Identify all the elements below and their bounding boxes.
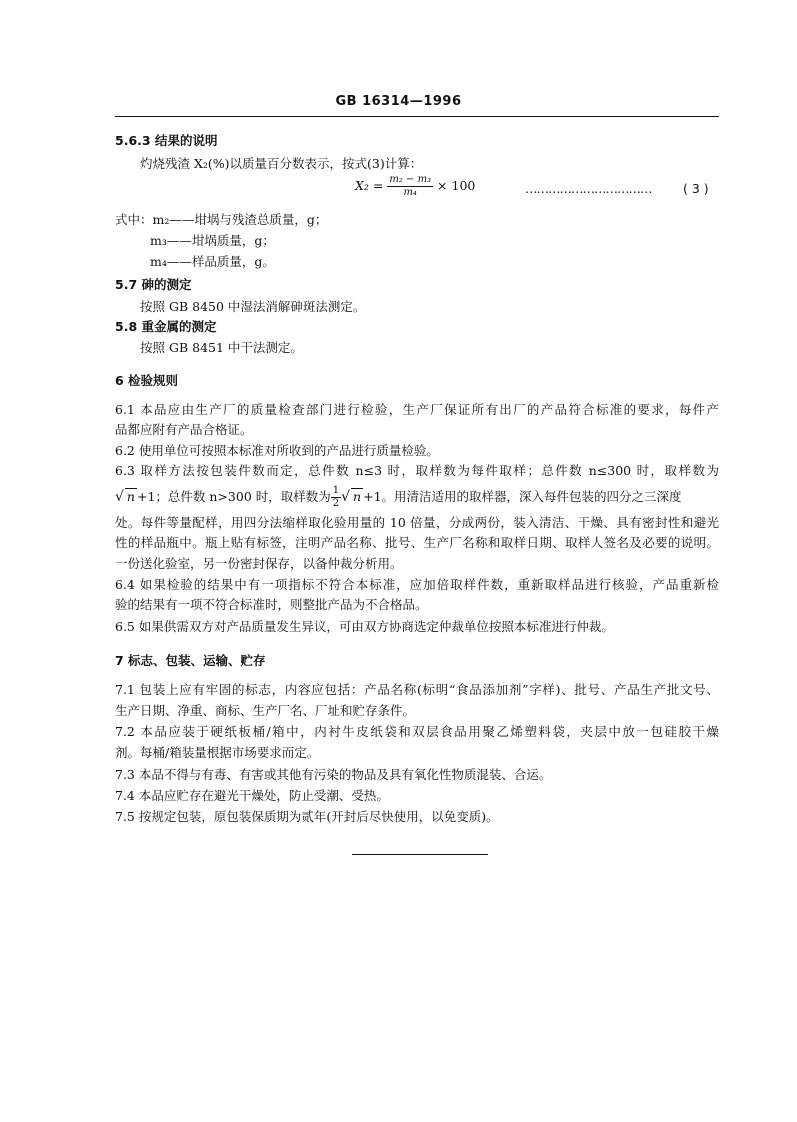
para-6-3-line-2: √ n +1；总件数 n>300 时，取样数为 $\frac{1}{2}$ √ n +1。用清洁适用的取样器，深入每件包装的四分之三深度: [115, 485, 682, 509]
para-6-5: 6.5 如果供需双方对产品质量发生异议，可由双方协商选定仲裁单位按照本标准进行仲裁。: [115, 619, 614, 634]
para-7-1-line-2: 生产日期、净重、商标、生产厂名、厂址和贮存条件。: [115, 703, 416, 718]
para-6-4-line-1: 6.4 如果检验的结果中有一项指标不符合本标准，应加倍取样件数，重新取样品进行核验，产品重新检: [115, 577, 719, 592]
sqrt-n-1: n: [126, 489, 135, 504]
page-header: GB 16314—1996: [335, 94, 462, 109]
section-7-heading: 7 标志、包装、运输、贮存: [115, 653, 266, 668]
para-6-3-text-b: +1。用清洁适用的取样器，深入每件包装的四分之三深度: [363, 489, 682, 504]
para-6-3-line-1: 6.3 取样方法按包装件数而定，总件数 n≤3 时，取样数为每件取样；总件数 n≤300 时，取样数为: [115, 463, 719, 478]
section-6-heading: 6 检验规则: [115, 373, 179, 388]
sqrt-n-2: n: [353, 489, 362, 504]
where-m4: m₄——样品质量，g。: [150, 254, 275, 269]
formula-fraction: [387, 174, 433, 199]
section-5-7-body: 按照 GB 8450 中湿法消解砷斑法测定。: [140, 299, 366, 314]
where-m3: m₃——坩埚质量，g；: [150, 233, 275, 248]
section-5-6-3-heading: 5.6.3 结果的说明: [115, 133, 218, 148]
end-rule: [352, 854, 488, 855]
where-m2: 式中：m₂——坩埚与残渣总质量，g；: [115, 212, 328, 227]
fraction-one-half: [331, 485, 341, 510]
para-6-3-line-5: 一份送化验室，另一份密封保存，以备仲裁分析用。: [115, 556, 403, 571]
formula-numerator: m₂ − m₃: [389, 174, 432, 185]
formula-number: ( 3 ): [683, 181, 709, 196]
formula-rhs: × 100: [437, 178, 476, 193]
para-6-1-line-2: 品都应附有产品合格证。: [115, 422, 253, 437]
para-6-4-line-2: 验的结果有一项不符合标准时，则整批产品为不合格品。: [115, 597, 428, 612]
section-5-8-body: 按照 GB 8451 中干法测定。: [140, 340, 303, 355]
fraction-denominator: 2: [332, 498, 340, 509]
para-7-2-line-2: 剂。每桶/箱装量根据市场要求而定。: [115, 745, 320, 760]
formula-lhs: X₂ =: [355, 178, 384, 193]
para-7-3: 7.3 本品不得与有毒、有害或其他有污染的物品及具有氧化性物质混装、合运。: [115, 767, 552, 782]
para-6-3-line-3: 处。每件等量配样，用四分法缩样取化验用量的 10 倍量，分成两份，装入清洁、干燥、具有密封性和避光: [115, 515, 719, 530]
para-7-4: 7.4 本品应贮存在避光干燥处，防止受潮、受热。: [115, 788, 389, 803]
formula-3: [355, 174, 475, 199]
fraction-numerator: 1: [332, 485, 340, 496]
para-6-2: 6.2 使用单位可按照本标准对所收到的产品进行质量检验。: [115, 443, 439, 458]
para-6-3-text-a: +1；总件数 n>300 时，取样数为: [136, 489, 331, 504]
header-rule: [115, 116, 719, 117]
para-6-1-line-1: 6.1 本品应由生产厂的质量检查部门进行检验，生产厂保证所有出厂的产品符合标准的要求，每件产: [115, 402, 719, 417]
section-5-7-heading: 5.7 砷的测定: [115, 277, 192, 292]
para-6-3-line-4: 性的样品瓶中。瓶上贴有标签，注明产品名称、批号、生产厂名称和取样日期、取样人签名及必要的说明。: [115, 535, 719, 550]
para-7-2-line-1: 7.2 本品应装于硬纸板桶/箱中，内衬牛皮纸袋和双层食品用聚乙烯塑料袋，夹层中放一包硅胶干燥: [115, 724, 719, 739]
para-7-1-line-1: 7.1 包装上应有牢固的标志，内容应包括：产品名称(标明“食品添加剂”字样)、批号、产品生产批文号、: [115, 682, 719, 697]
section-5-6-3-intro: 灼烧残渣 X₂(%)以质量百分数表示，按式(3)计算：: [140, 156, 423, 171]
formula-denominator: m₄: [403, 187, 417, 198]
formula-leader-dots: ……………………………: [525, 181, 652, 196]
para-7-5: 7.5 按规定包装，原包装保质期为贰年(开封后尽快使用，以免变质)。: [115, 809, 499, 824]
section-5-8-heading: 5.8 重金属的测定: [115, 319, 217, 334]
